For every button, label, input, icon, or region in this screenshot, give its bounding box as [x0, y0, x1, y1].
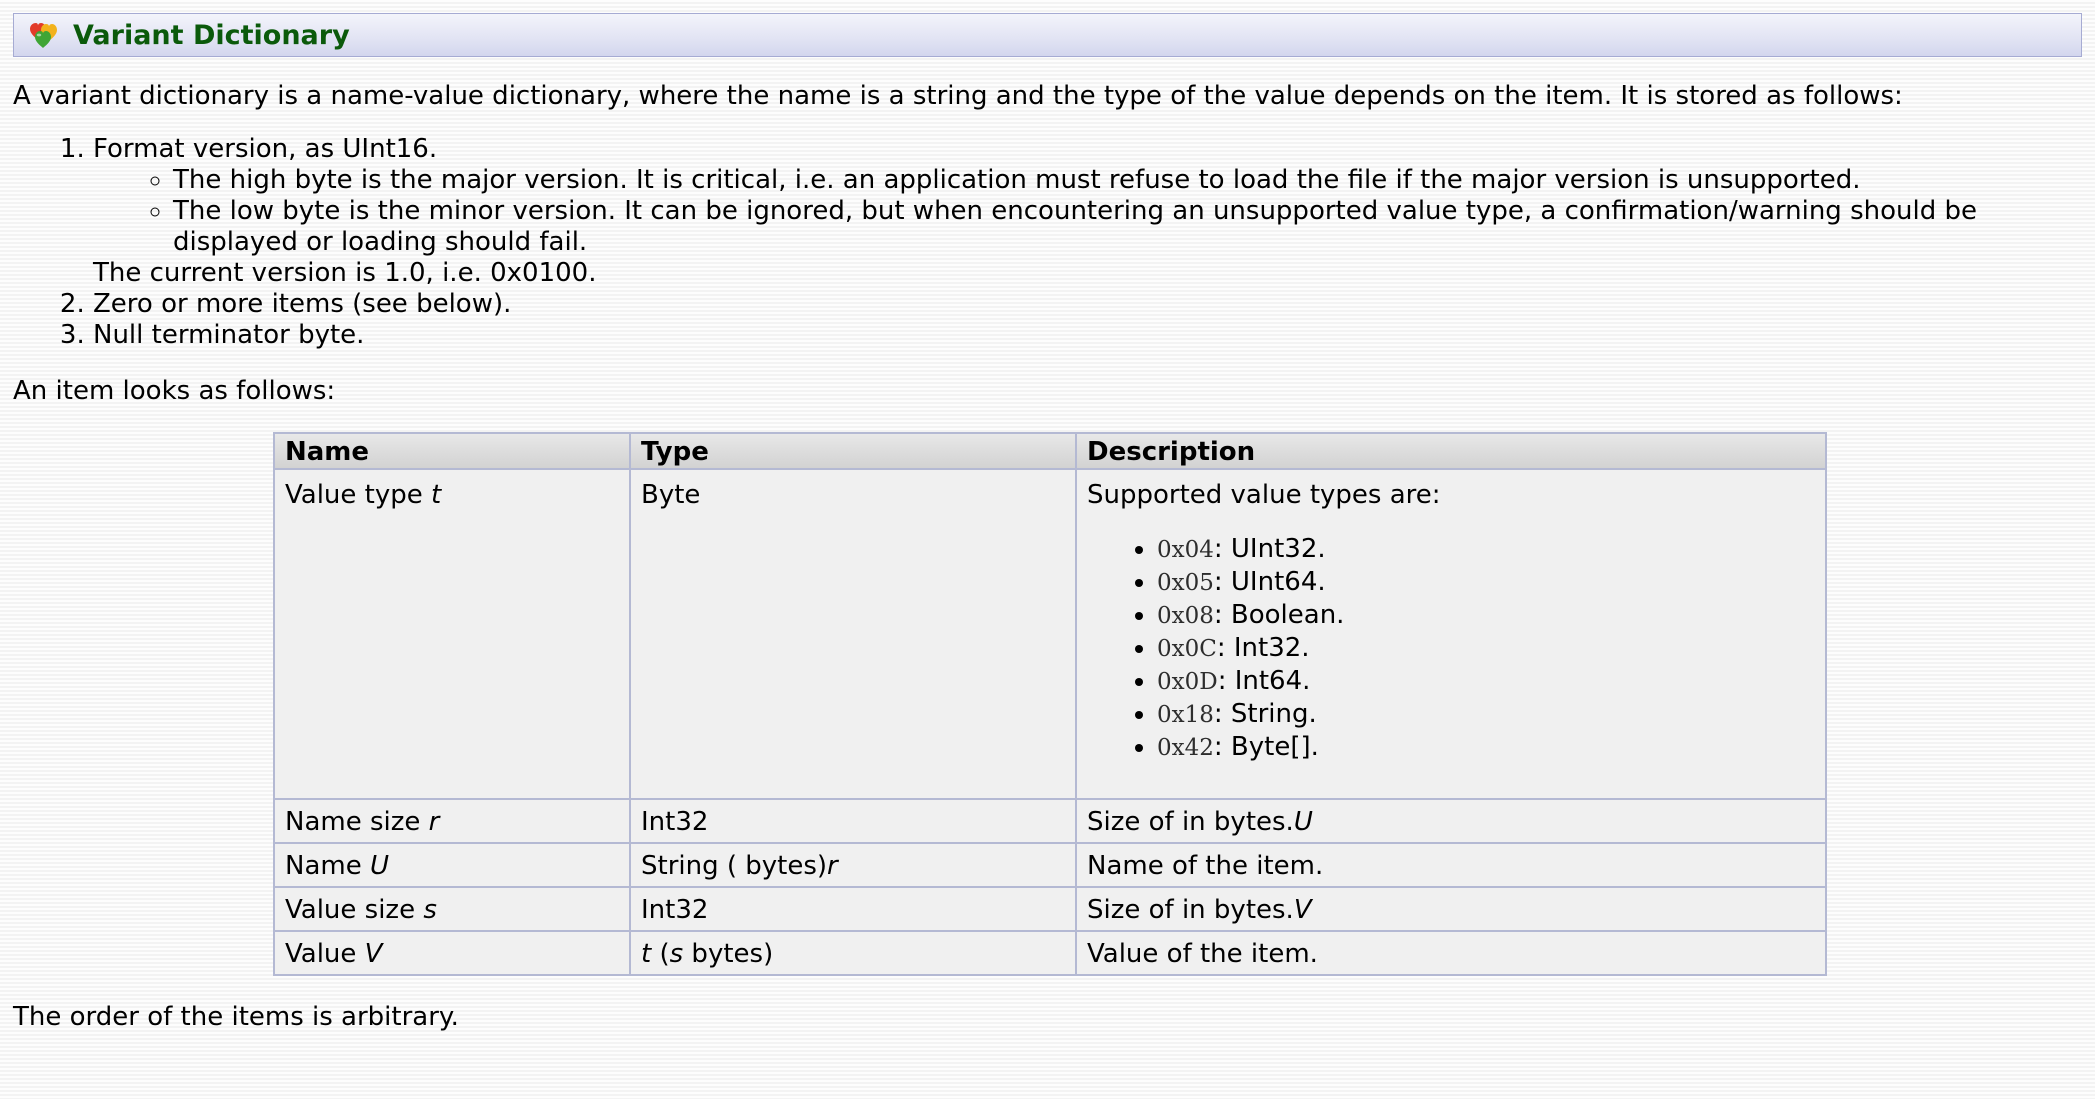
intro-paragraph: A variant dictionary is a name-value dictionary, where the name is a string and the type of the value depends on the item. It is stored as follows:	[13, 81, 1903, 111]
cell-description: Size of in bytes.U	[1076, 799, 1826, 843]
cell-name: Value type t	[274, 469, 630, 799]
step-format-version	[93, 134, 2082, 289]
value-type-item: • 0x04: UInt32.	[1157, 533, 1815, 566]
item-intro-paragraph: An item looks as follows:	[13, 376, 336, 406]
table-row	[274, 887, 1826, 931]
current-version-note: The current version is 1.0, i.e. 0x0100.	[93, 258, 597, 288]
table-row	[274, 799, 1826, 843]
value-types-intro: Supported value types are:	[1087, 480, 1441, 510]
cell-name: Value V	[274, 931, 630, 975]
cell-type: Int32	[630, 887, 1076, 931]
step-terminator: 3. Null terminator byte.	[93, 320, 2082, 351]
column-header-description: Description	[1076, 433, 1826, 469]
version-detail-item: ◦ The high byte is the major version. It is critical, i.e. an application must refuse to load the file if the major version is unsupported.	[173, 165, 2082, 196]
type-code: 0x0C	[1157, 636, 1217, 662]
version-details-list	[93, 165, 2082, 258]
type-code: 0x18	[1157, 702, 1214, 728]
type-code: 0x0D	[1157, 669, 1218, 695]
value-type-item: • 0x05: UInt64.	[1157, 566, 1815, 599]
table-header-row	[274, 433, 1826, 469]
type-code: 0x08	[1157, 603, 1214, 629]
cell-type: String ( bytes)r	[630, 843, 1076, 887]
cell-description: Value of the item.	[1076, 931, 1826, 975]
cell-name: Name size r	[274, 799, 630, 843]
cell-name: Value size s	[274, 887, 630, 931]
value-type-item: • 0x42: Byte[].	[1157, 731, 1815, 764]
cell-type: Byte	[630, 469, 1076, 799]
step-label: Format version, as UInt16.	[93, 134, 438, 164]
format-steps-list	[13, 134, 2082, 351]
version-detail-item: ◦ The low byte is the minor version. It can be ignored, but when encountering an unsupported value type, a confirmation/warning should be displayed or loading should fail.	[173, 196, 2082, 258]
cell-type: t (s bytes)	[630, 931, 1076, 975]
table-row	[274, 469, 1826, 799]
section-header	[13, 13, 2082, 57]
gem-hearts-icon	[27, 19, 59, 51]
cell-name: Name U	[274, 843, 630, 887]
step-items: 2. Zero or more items (see below).	[93, 289, 2082, 320]
value-type-item: • 0x18: String.	[1157, 698, 1815, 731]
type-code: 0x04	[1157, 537, 1214, 563]
column-header-type: Type	[630, 433, 1076, 469]
value-types-list	[1087, 533, 1815, 764]
cell-description	[1076, 469, 1826, 799]
cell-type: Int32	[630, 799, 1076, 843]
cell-description: Size of in bytes.V	[1076, 887, 1826, 931]
table-row	[274, 843, 1826, 887]
type-code: 0x42	[1157, 735, 1214, 761]
value-type-item: • 0x0C: Int32.	[1157, 632, 1815, 665]
value-type-item: • 0x08: Boolean.	[1157, 599, 1815, 632]
value-type-item: • 0x0D: Int64.	[1157, 665, 1815, 698]
item-structure-table	[273, 432, 1827, 976]
cell-description: Name of the item.	[1076, 843, 1826, 887]
type-code: 0x05	[1157, 570, 1214, 596]
column-header-name: Name	[274, 433, 630, 469]
section-title: Variant Dictionary	[73, 19, 350, 51]
table-row	[274, 931, 1826, 975]
order-note: The order of the items is arbitrary.	[13, 1002, 459, 1032]
